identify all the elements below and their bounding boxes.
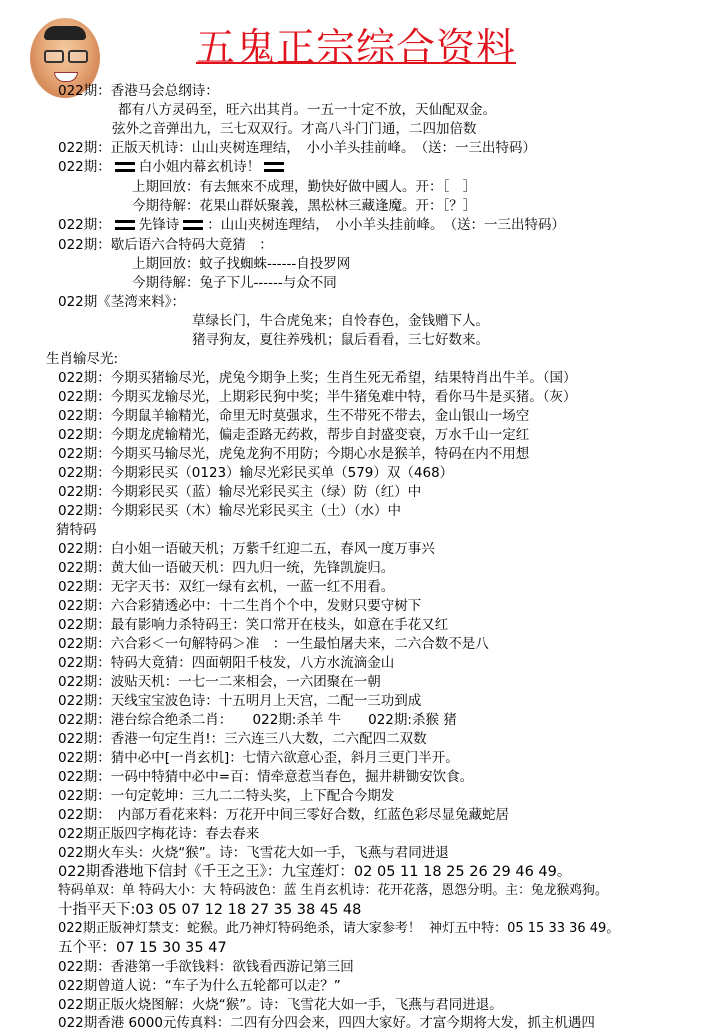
text-line: 022期：香港马会总纲诗： — [58, 83, 219, 99]
section-heading: 猜特码 — [56, 522, 97, 538]
line-content: ：山山夹树连理结， 小小羊头挂前峰。 （送：一三出特码） — [207, 217, 566, 233]
page-title: 五鬼正宗综合资料 — [196, 26, 517, 71]
text-line: 022期：今期龙虎输精光，偏走歪路无药救，帮步自封盛变衰，万水千山一定红 — [58, 427, 530, 443]
double-bar-icon — [115, 220, 135, 230]
text-line: 上期回放：有去無來不成理，勤快好做中國人。开：［ ］ — [132, 179, 477, 195]
text-line: 特码单双：单 特码大小：大 特码波色：蓝 生肖玄机诗：花开花落，恩怨分明。主：兔龙猴鸡狗。 — [58, 883, 608, 898]
text-line: 022期：今期彩民买（蓝）输尽光彩民买主（绿）防（红）中 — [58, 484, 422, 500]
text-line: 022期：最有影响力杀特码王：笑口常开在枝头，如意在手花又红 — [58, 617, 449, 633]
text-line: 022期：香港一句定生肖!：三六连三八大数，二六配四二双数 — [58, 731, 427, 747]
text-line: 草绿长门，牛合虎兔来；自怜春色，金钱赠下人。 — [192, 313, 489, 329]
text-line: 今期待解：花果山群妖聚義，黑松林三藏逢魔。开：［？］ — [132, 198, 477, 214]
text-line: 022期：六合彩猜透必中：十二生肖个个中，发财只要守树下 — [58, 598, 422, 614]
section-heading: 生肖输尽光: — [46, 351, 119, 367]
double-bar-icon — [264, 162, 284, 172]
text-line: 022期香港 6000元传真料：二四有分四会来，四四大家好。才富今期将大发，抓主机遇四 — [58, 1015, 595, 1031]
text-line: 022期：香港第一手欲钱料：欲钱看西游记第三回 — [58, 959, 354, 975]
text-line: 022期：无字天书：双红一绿有玄机，一蓝一红不用看。 — [58, 579, 395, 595]
text-line: 022期正版火烧图解：火烧“猴”。诗：飞雪花大如一手，飞燕与君同进退。 — [58, 997, 503, 1013]
text-line: 022期：今期鼠羊输精光，命里无时莫强求，生不带死不带去，金山银山一场空 — [58, 408, 530, 424]
text-line: 022期：一句定乾坤：三九二二特头奖，上下配合今期发 — [58, 788, 395, 804]
text-line: 022期：今期买猪输尽光，虎兔今期争上奖；生肖生死无希望，结果特肖出牛羊。（国） — [58, 370, 577, 386]
text-line — [58, 216, 565, 234]
text-line: 022期：今期彩民买（木）输尽光彩民买主（土）（水）中 — [58, 503, 402, 519]
text-line: 022期香港地下信封《千王之王》：九宝莲灯：02 05 11 18 25 26 29 46 49。 — [58, 864, 572, 880]
text-line: 022期：白小姐一语破天机；万紫千红迎二五，春风一度万事兴 — [58, 541, 435, 557]
text-line: 022期：六合彩＜一句解特码＞准 ：一生最怕屠夫来，二六合数不是八 — [58, 636, 489, 652]
text-line: 022期： 内部万看花来料：万花开中间三零好合数，红蓝色彩尽显兔藏蛇居 — [58, 807, 510, 823]
line-content: 白小姐内幕玄机诗！ — [138, 159, 261, 175]
text-line: 十指平天下:03 05 07 12 18 27 35 38 45 48 — [58, 902, 362, 918]
text-line: 五个平：07 15 30 35 47 — [58, 940, 227, 956]
double-bar-icon — [183, 220, 203, 230]
text-line: 今期待解：兔子下儿------与众不同 — [132, 275, 337, 291]
text-line: 022期：猜中必中[一肖玄机]：七情六欲意心歪，斜月三更门半开。 — [58, 750, 459, 766]
text-line: 猪寻狗友，夏往养残机；鼠后看看，三七好数来。 — [192, 332, 489, 348]
text-line: 022期：波贴天机：一七一二来相会，一六团聚在一朝 — [58, 674, 381, 690]
text-line: 022期：今期买龙输尽光，上期彩民狗中奖；半牛猪兔难中特，看你马牛是买猪。（灰） — [58, 389, 577, 405]
text-line: 022期：黄大仙一语破天机：四九归一统，先锋凯旋归。 — [58, 560, 395, 576]
text-line: 022期：正版天机诗：山山夹树连理结， 小小羊头挂前峰。 （送：一三出特码） — [58, 140, 537, 156]
text-line: 022期：港台综合绝杀二肖： 022期:杀羊 牛 022期:杀猴 猪 — [58, 712, 457, 728]
line-prefix: 022期： — [58, 217, 111, 233]
text-line: 022期：今期彩民买（0123）输尽光彩民买单（579）双（468） — [58, 465, 454, 481]
text-line: 022期曾道人说：“车子为什么五轮都可以走？” — [58, 978, 341, 994]
text-line — [58, 158, 288, 176]
text-line: 022期《茎湾来料》： — [58, 294, 186, 310]
text-line: 022期正版四字梅花诗：春去春来 — [58, 826, 260, 842]
text-line: 022期：天线宝宝波色诗：十五明月上天宫，二配一三功到成 — [58, 693, 422, 709]
line-content: 神灯五中特：05 15 33 36 49。 — [429, 921, 620, 936]
line-label: 先锋诗 — [138, 217, 180, 233]
line-prefix: 022期： — [58, 159, 111, 175]
text-line: 上期回放：蚊子找蜘蛛------自投罗网 — [132, 256, 351, 272]
text-line: 022期：一码中特猜中必中=百：情牵意惹当春色，掘井耕锄安饮食。 — [58, 769, 474, 785]
text-line: 022期火车头：火烧“猴”。诗：飞雪花大如一手，飞燕与君同进退 — [58, 845, 449, 861]
line-content: 022期正版神灯禁支：蛇猴。此乃神灯特码绝杀，请大家参考！ — [58, 921, 421, 936]
text-line: 022期：歇后语六合特码大竟猜 ： — [58, 237, 273, 253]
text-line: 弦外之音弹出九，三七双双行。才高八斗门门通，二四加倍数 — [112, 121, 477, 137]
text-line: 022期：今期买马输尽光，虎兔龙狗不用防；今期心水是猴羊，特码在内不用想 — [58, 446, 530, 462]
text-line: 022期：特码大竟猜：四面朝阳千枝发，八方水流滴金山 — [58, 655, 395, 671]
text-line: 都有八方灵码至，旺六出其肖。一五一十定不放，天仙配双金。 — [118, 102, 496, 118]
text-line — [58, 920, 619, 938]
double-bar-icon — [115, 162, 135, 172]
